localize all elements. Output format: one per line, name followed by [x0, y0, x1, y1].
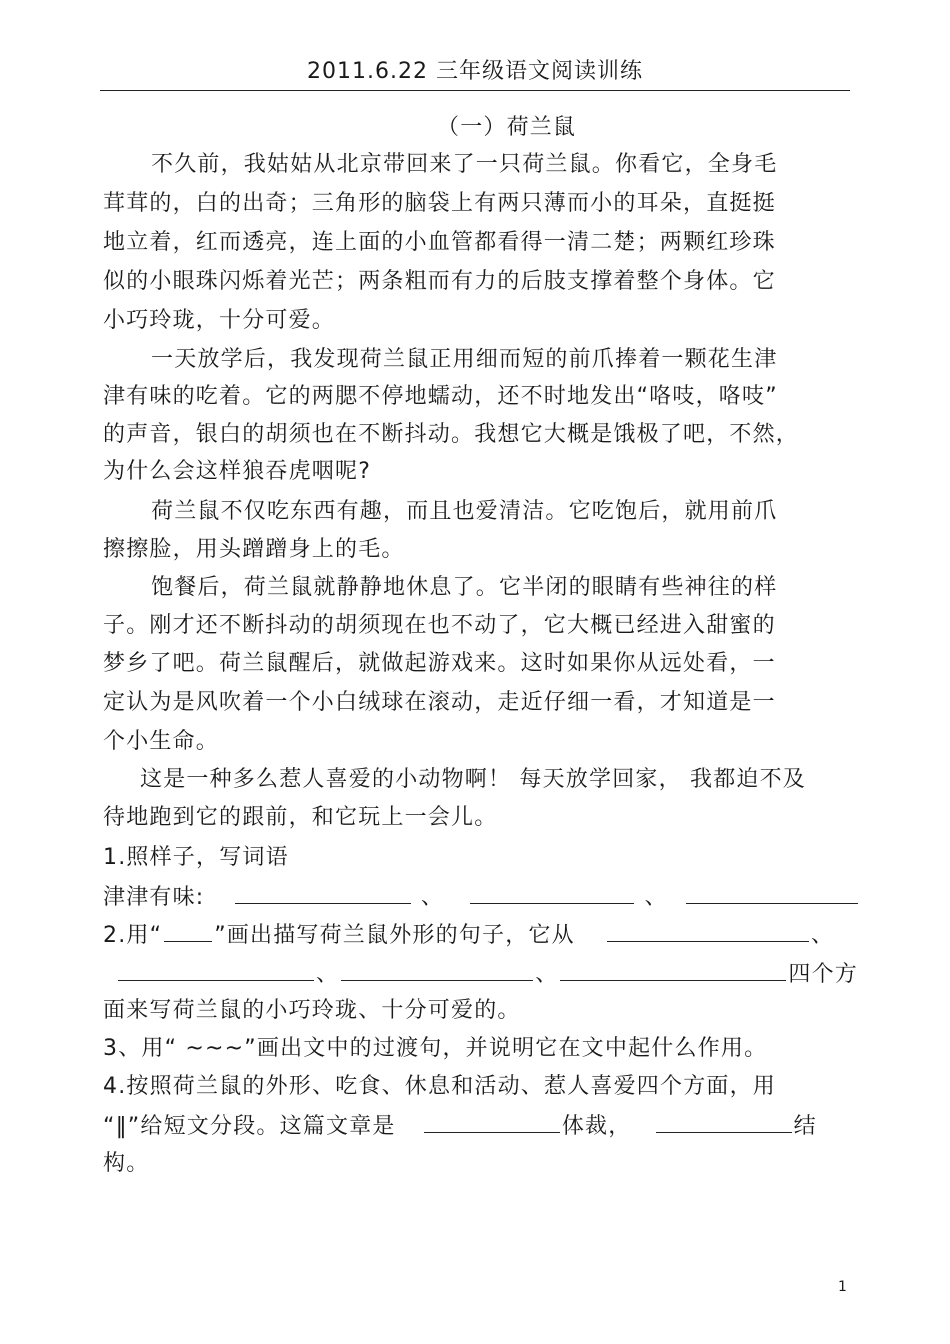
- question-1-answer-row: [103, 881, 860, 913]
- underline-sample: [164, 919, 212, 942]
- question-2-line-2: [116, 958, 858, 990]
- separator: 、: [420, 885, 445, 910]
- separator: 、: [535, 962, 559, 987]
- body-line: 子。刚才还不断抖动的胡须现在也不动了，它大概已经进入甜蜜的: [103, 613, 776, 638]
- body-line: 擦擦脸，用头蹭蹭身上的毛。: [103, 537, 405, 562]
- question-2-prefix: 2.用“: [103, 923, 163, 948]
- answer-blank[interactable]: [560, 958, 786, 981]
- body-line: 待地跑到它的跟前，和它玩上一会儿。: [103, 805, 498, 830]
- answer-blank[interactable]: [341, 958, 533, 981]
- body-line: 这是一种多么惹人喜爱的小动物啊！ 每天放学回家， 我都迫不及: [140, 767, 806, 792]
- question-4-text-b: 体裁，: [561, 1114, 632, 1139]
- body-line: 小巧玲珑，十分可爱。: [103, 308, 336, 333]
- question-2-text: ”画出描写荷兰鼠外形的句子，它从: [214, 923, 575, 948]
- separator: 、: [644, 885, 668, 910]
- question-2-line-2-end: 四个方: [788, 962, 859, 987]
- body-line: 梦乡了吧。荷兰鼠醒后，就做起游戏来。这时如果你从远处看，一: [103, 651, 776, 676]
- question-2-line-1: [103, 919, 834, 951]
- question-4-text-a: “‖”给短文分段。这篇文章是: [103, 1114, 396, 1139]
- header-title: 2011.6.22 三年级语文阅读训练: [307, 59, 643, 84]
- answer-blank[interactable]: [686, 881, 858, 904]
- answer-blank[interactable]: [424, 1110, 560, 1133]
- question-1-title: 1.照样子，写词语: [103, 845, 289, 870]
- body-line: 个小生命。: [103, 729, 220, 754]
- page-number: 1: [838, 1279, 847, 1295]
- header-divider: [100, 90, 850, 91]
- body-line: 不久前，我姑姑从北京带回来了一只荷兰鼠。你看它，全身毛: [151, 152, 778, 177]
- question-2-line-3: 面来写荷兰鼠的小巧玲珑、十分可爱的。: [103, 998, 521, 1023]
- question-1-example: 津津有味:: [103, 885, 205, 910]
- body-line: 津有味的吃着。它的两腮不停地蠕动，还不时地发出“咯吱，咯吱”: [103, 384, 778, 409]
- separator: 、: [811, 923, 835, 948]
- separator: 、: [316, 962, 340, 987]
- body-line: 似的小眼珠闪烁着光芒；两条粗而有力的后肢支撑着整个身体。它: [103, 269, 776, 294]
- answer-blank[interactable]: [235, 881, 411, 904]
- answer-blank[interactable]: [118, 958, 314, 981]
- body-line: 地立着，红而透亮，连上面的小血管都看得一清二楚；两颗红珍珠: [103, 230, 776, 255]
- body-line: 定认为是风吹着一个小白绒球在滚动，走近仔细一看，才知道是一: [103, 690, 776, 715]
- question-4-line-1: 4.按照荷兰鼠的外形、吃食、休息和活动、惹人喜爱四个方面，用: [103, 1074, 776, 1099]
- answer-blank[interactable]: [607, 919, 809, 942]
- body-line: 荷兰鼠不仅吃东西有趣，而且也爱清洁。它吃饱后，就用前爪: [151, 499, 778, 524]
- question-3: 3、用“ ~~~”画出文中的过渡句，并说明它在文中起什么作用。: [103, 1036, 768, 1061]
- body-line: 茸茸的，白的出奇；三角形的脑袋上有两只薄而小的耳朵，直挺挺: [103, 191, 776, 216]
- body-line: 的声音，银白的胡须也在不断抖动。我想它大概是饿极了吧，不然，: [103, 422, 800, 447]
- article-title: （一）荷兰鼠: [437, 115, 577, 140]
- body-line: 为什么会这样狼吞虎咽呢?: [103, 459, 372, 484]
- body-line: 一天放学后，我发现荷兰鼠正用细而短的前爪捧着一颗花生津: [151, 347, 778, 372]
- question-4-text-c: 结: [793, 1114, 817, 1139]
- body-line: 饱餐后，荷兰鼠就静静地休息了。它半闭的眼睛有些神往的样: [151, 575, 778, 600]
- answer-blank[interactable]: [656, 1110, 792, 1133]
- answer-blank[interactable]: [470, 881, 634, 904]
- question-4-line-3: 构。: [103, 1151, 150, 1176]
- question-4-line-2: [103, 1110, 817, 1142]
